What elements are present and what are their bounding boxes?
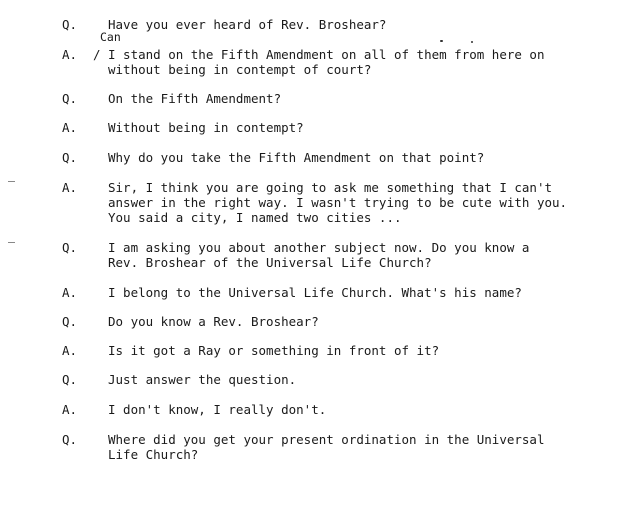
answer-text: Is it got a Ray or something in front of it? xyxy=(108,343,440,358)
question-text: Why do you take the Fifth Amendment on that point? xyxy=(108,150,485,165)
question-text: On the Fifth Amendment? xyxy=(108,91,282,106)
speaker-label: Q. xyxy=(62,150,78,165)
speaker-label: A. xyxy=(62,180,78,195)
answer-text: Without being in contempt? xyxy=(108,120,304,135)
speaker-label: A. xyxy=(62,47,78,62)
question-text: Have you ever heard of Rev. Broshear? xyxy=(108,17,387,32)
speaker-label: A. xyxy=(62,343,78,358)
ink-speck xyxy=(440,40,443,42)
speaker-label: Q. xyxy=(62,17,78,32)
speaker-label: A. xyxy=(62,285,78,300)
answer-text: I belong to the Universal Life Church. What's his name? xyxy=(108,285,522,300)
margin-mark xyxy=(8,181,15,182)
question-text: Just answer the question. xyxy=(108,372,297,387)
speaker-label: A. xyxy=(62,120,78,135)
speaker-label: Q. xyxy=(62,432,78,447)
answer-text: I stand on the Fifth Amendment on all of them from here on without being in contempt of court? xyxy=(108,47,545,77)
question-text: Where did you get your present ordination in the Universal Life Church? xyxy=(108,432,545,462)
margin-mark xyxy=(8,242,15,243)
speaker-label: A. xyxy=(62,402,78,417)
handwritten-insertion: Can xyxy=(100,30,121,44)
speaker-label: Q. xyxy=(62,314,78,329)
speaker-label: Q. xyxy=(62,240,78,255)
ink-speck xyxy=(471,41,473,43)
speaker-label: Q. xyxy=(62,91,78,106)
question-text: Do you know a Rev. Broshear? xyxy=(108,314,319,329)
answer-text: I don't know, I really don't. xyxy=(108,402,327,417)
speaker-label: Q. xyxy=(62,372,78,387)
answer-text: Sir, I think you are going to ask me something that I can't answer in the right way. I wasn't trying to be cute with you. You said a city, I named two cities ... xyxy=(108,180,568,225)
question-text: I am asking you about another subject now. Do you know a Rev. Broshear of the Universal Life Church? xyxy=(108,240,530,270)
insertion-mark: / xyxy=(93,47,101,62)
